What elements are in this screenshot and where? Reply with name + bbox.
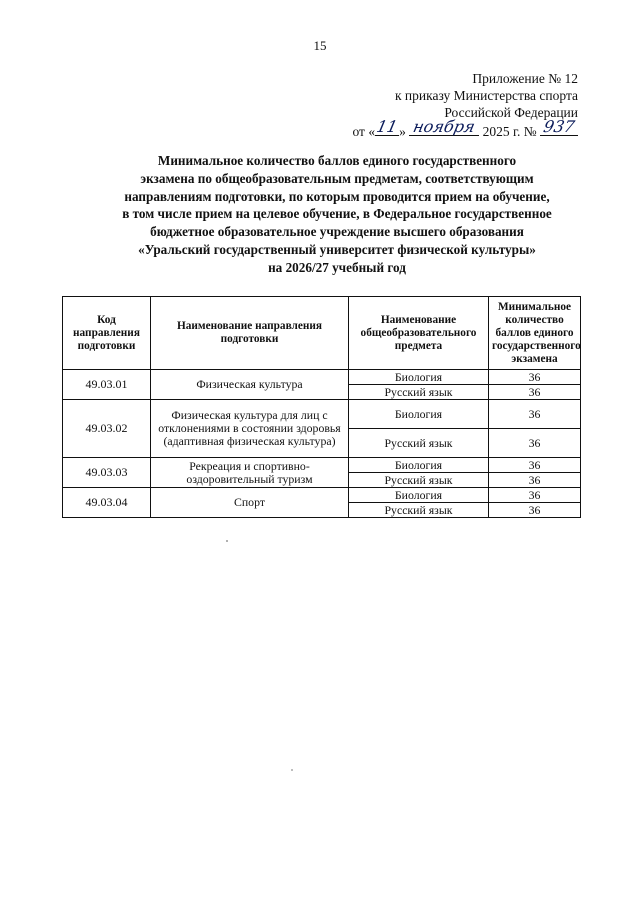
- order-date-prefix: от «: [352, 124, 376, 139]
- title-line: бюджетное образовательное учреждение высшего образования: [150, 224, 524, 240]
- header-code: Код направления подготовки: [63, 297, 151, 370]
- order-year-label: 2025 г. №: [482, 124, 537, 139]
- direction-code: 49.03.04: [63, 488, 151, 518]
- score-cell: 36: [489, 458, 581, 473]
- title-line: на 2026/27 учебный год: [268, 259, 406, 275]
- subject-cell: Русский язык: [349, 473, 489, 488]
- document-title: [72, 152, 602, 277]
- order-number-handwritten: 937: [541, 117, 577, 136]
- order-date-close: »: [399, 124, 406, 139]
- order-month-handwritten: ноября: [411, 117, 478, 136]
- min-scores-table: [62, 296, 581, 518]
- direction-code: 49.03.01: [63, 370, 151, 400]
- order-number-field: [540, 117, 578, 136]
- subject-cell: Биология: [349, 370, 489, 385]
- score-cell: 36: [489, 429, 581, 458]
- direction-name: Физическая культура: [151, 370, 349, 400]
- subject-cell: Русский язык: [349, 429, 489, 458]
- table-row: [63, 400, 581, 429]
- header-direction-name: Наименование направления подготовки: [151, 297, 349, 370]
- header-subject: Наименование общеобразовательного предмета: [349, 297, 489, 370]
- direction-code: 49.03.02: [63, 400, 151, 458]
- order-day-field: [374, 117, 400, 136]
- header-min-score: Минимальное количество баллов единого государственного экзамена: [489, 297, 581, 370]
- score-cell: 36: [489, 473, 581, 488]
- page-number: 15: [313, 38, 327, 53]
- appendix-order-ref: к приказу Министерства спорта: [394, 88, 578, 103]
- direction-name: Физическая культура для лиц с отклонениями в состоянии здоровья (адаптивная физическая культура): [151, 400, 349, 458]
- table-row: [63, 488, 581, 503]
- direction-name: Спорт: [151, 488, 349, 518]
- table-row: [63, 370, 581, 385]
- title-line: в том числе прием на целевое обучение, в Федеральное государственное: [122, 206, 552, 222]
- title-line: экзамена по общеобразовательным предметам, соответствующим: [140, 170, 534, 186]
- appendix-title: Приложение № 12: [472, 71, 578, 86]
- score-cell: 36: [489, 488, 581, 503]
- appendix-header: [318, 70, 578, 140]
- order-month-field: [409, 117, 479, 136]
- title-line: направлениям подготовки, по которым проводится прием на обучение,: [124, 188, 550, 204]
- score-cell: 36: [489, 370, 581, 385]
- title-line: Минимальное количество баллов единого государственного: [157, 153, 517, 168]
- subject-cell: Биология: [349, 400, 489, 429]
- score-cell: 36: [489, 385, 581, 400]
- order-day-handwritten: 11: [374, 117, 400, 136]
- score-cell: 36: [489, 400, 581, 429]
- direction-name: Рекреация и спортивно-оздоровительный туризм: [151, 458, 349, 488]
- subject-cell: Русский язык: [349, 385, 489, 400]
- subject-cell: Биология: [349, 488, 489, 503]
- appendix-federation: Российской Федерации: [444, 105, 578, 120]
- table-header-row: [63, 297, 581, 370]
- order-date-line: [318, 117, 578, 140]
- subject-cell: Биология: [349, 458, 489, 473]
- scan-speck: [226, 540, 228, 542]
- scan-speck: [291, 769, 293, 771]
- subject-cell: Русский язык: [349, 503, 489, 518]
- direction-code: 49.03.03: [63, 458, 151, 488]
- score-cell: 36: [489, 503, 581, 518]
- title-line: «Уральский государственный университет физической культуры»: [138, 241, 536, 257]
- table-row: [63, 458, 581, 473]
